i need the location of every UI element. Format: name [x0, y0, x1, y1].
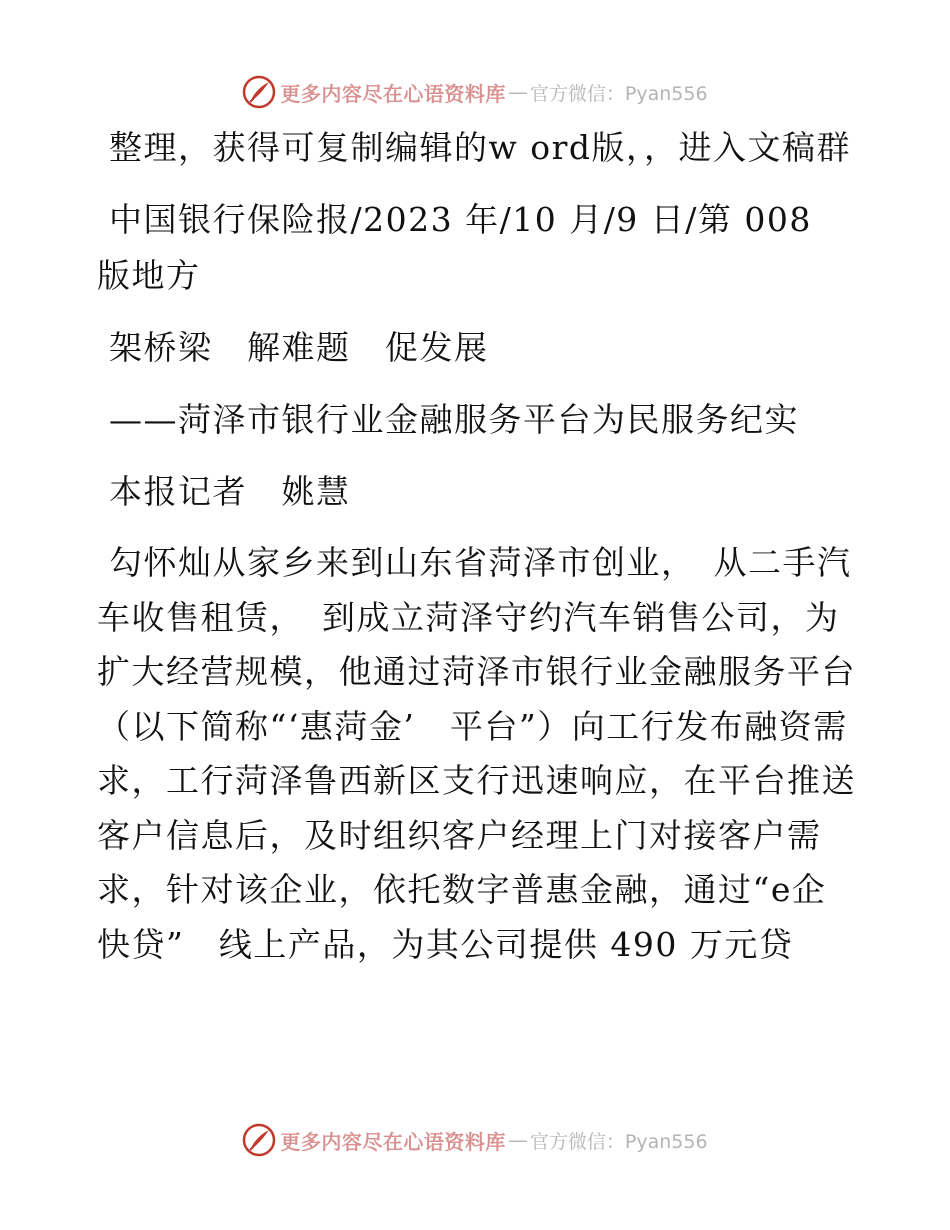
- header-watermark: [0, 72, 950, 112]
- footer-watermark: [0, 1120, 950, 1160]
- watermark-wechat-text: 官方微信：Pyan556: [529, 1130, 708, 1153]
- article-subtitle: ——菏泽市银行业金融服务平台为民服务纪实: [109, 400, 799, 439]
- document-body: [97, 120, 857, 988]
- watermark-wechat-text: 官方微信：Pyan556: [529, 82, 708, 105]
- paragraph-notice: 整理，获得可复制编辑的w ord版，，进入文稿群: [109, 128, 852, 167]
- quill-logo-icon: [242, 1123, 276, 1157]
- paragraph-source: 中国银行保险报/2023 年/10 月/9 日/第 008 版地方: [97, 200, 812, 295]
- article-body-paragraph: 勾怀灿从家乡来到山东省菏泽市创业， 从二手汽车收售租赁， 到成立菏泽守约汽车销售公司，为扩大经营规模，他通过菏泽市银行业金融服务平台（以下简称“‘惠菏金’ 平台”）向工行发布融资需求，工行菏泽鲁西新区支行迅速响应，在平台推送客户信息后，及时组织客户经理上门对接客户需求，针对该企业，依托数字普惠金融，通过“e企快贷” 线上产品，为其公司提供 490 万元贷: [97, 543, 856, 964]
- watermark-main-text: 更多内容尽在心语资料库: [280, 81, 506, 106]
- article-byline: 本报记者 姚慧: [109, 472, 351, 511]
- quill-logo-icon: [242, 75, 276, 109]
- watermark-separator: —: [507, 80, 528, 104]
- article-title: 架桥梁 解难题 促发展: [109, 328, 489, 367]
- watermark-main-text: 更多内容尽在心语资料库: [280, 1129, 506, 1154]
- watermark-separator: —: [507, 1128, 528, 1152]
